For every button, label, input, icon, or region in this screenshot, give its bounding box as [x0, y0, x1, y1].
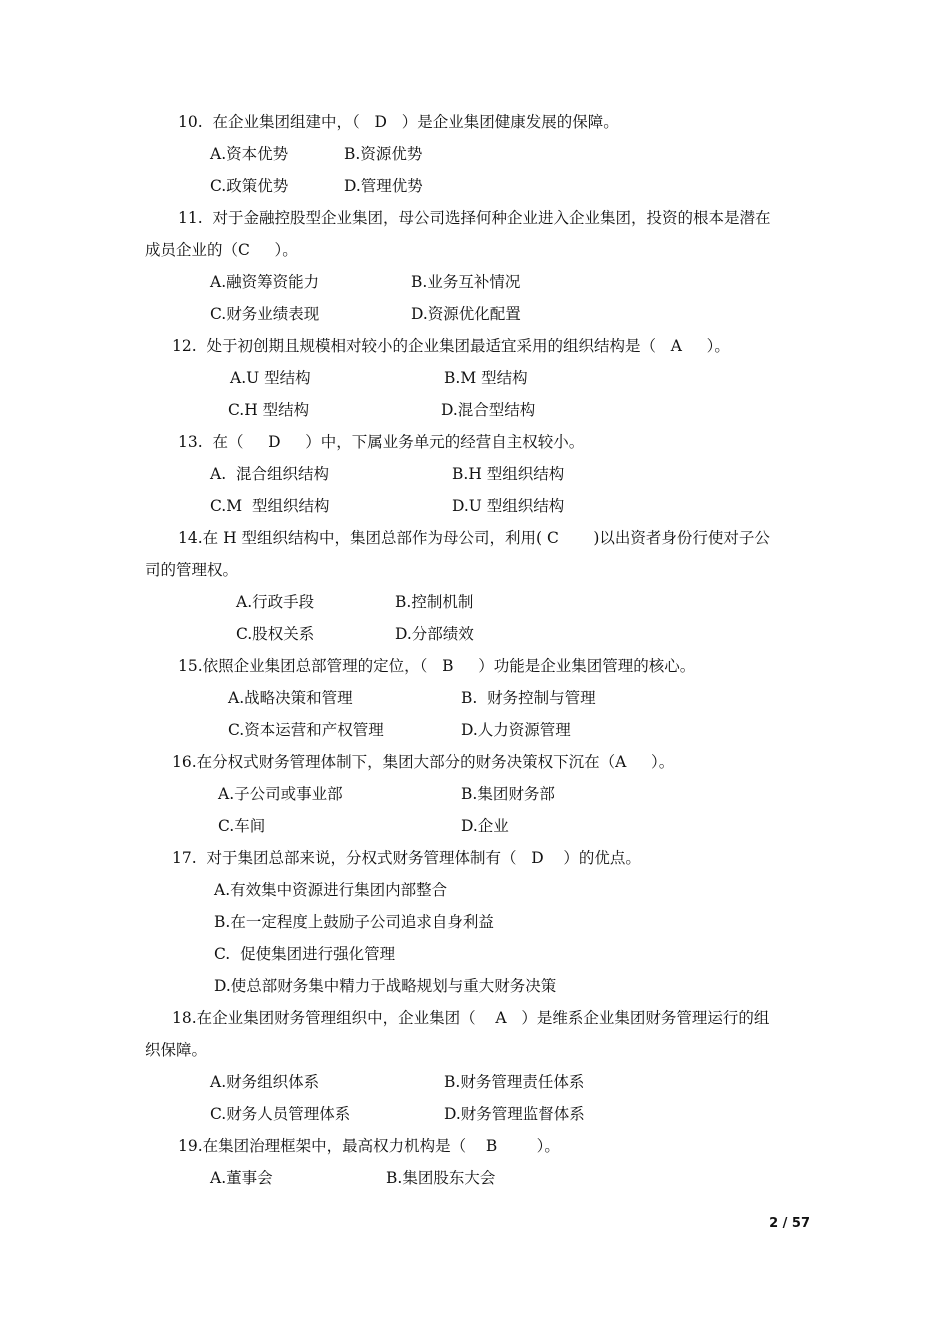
question-18-stem: 18.在企业集团财务管理组织中，企业集团（ A ）是维系企业集团财务管理运行的组 [172, 1009, 770, 1027]
question-18-stem-cont: 织保障。 [145, 1041, 208, 1059]
q16-option-d: D.企业 [461, 817, 509, 835]
question-13-stem: 13. 在（ D ）中，下属业务单元的经营自主权较小。 [178, 433, 585, 451]
q18-option-c: C.财务人员管理体系 [210, 1105, 351, 1123]
q16-option-c: C.车间 [218, 817, 266, 835]
question-17-stem: 17. 对于集团总部来说，分权式财务管理体制有（ D ）的优点。 [172, 849, 641, 867]
q10-option-a: A.资本优势 [210, 145, 289, 163]
q10-option-d: D.管理优势 [344, 177, 423, 195]
q15-option-b: B. 财务控制与管理 [461, 689, 596, 707]
q18-option-b: B.财务管理责任体系 [444, 1073, 585, 1091]
q13-option-b: B.H 型组织结构 [452, 465, 565, 483]
q17-option-c: C. 促使集团进行强化管理 [214, 945, 396, 963]
q16-option-a: A.子公司或事业部 [218, 785, 343, 803]
q16-option-b: B.集团财务部 [461, 785, 555, 803]
q15-option-a: A.战略决策和管理 [228, 689, 353, 707]
q13-option-c: C.M 型组织结构 [210, 497, 330, 515]
q18-option-a: A.财务组织体系 [210, 1073, 320, 1091]
q19-option-b: B.集团股东大会 [386, 1169, 496, 1187]
q11-option-a: A.融资筹资能力 [210, 273, 320, 291]
question-11-stem-cont: 成员企业的（C ）。 [145, 241, 298, 259]
q14-option-c: C.股权关系 [236, 625, 315, 643]
question-12-stem: 12. 处于初创期且规模相对较小的企业集团最适宜采用的组织结构是（ A ）。 [172, 337, 730, 355]
q19-option-a: A.董事会 [210, 1169, 273, 1187]
q17-option-a: A.有效集中资源进行集团内部整合 [214, 881, 448, 899]
q11-option-c: C.财务业绩表现 [210, 305, 320, 323]
q17-option-b: B.在一定程度上鼓励子公司追求自身利益 [214, 913, 494, 931]
question-19-stem: 19.在集团治理框架中，最高权力机构是（ B ）。 [178, 1137, 560, 1155]
q10-option-c: C.政策优势 [210, 177, 289, 195]
q11-option-d: D.资源优化配置 [411, 305, 521, 323]
page-number: 2 / 57 [769, 1216, 810, 1231]
q14-option-b: B.控制机制 [395, 593, 474, 611]
q12-option-d: D.混合型结构 [441, 401, 536, 419]
q18-option-d: D.财务管理监督体系 [444, 1105, 585, 1123]
question-16-stem: 16.在分权式财务管理体制下，集团大部分的财务决策权下沉在（A ）。 [172, 753, 675, 771]
q13-option-d: D.U 型组织结构 [452, 497, 565, 515]
question-15-stem: 15.依照企业集团总部管理的定位，（ B ）功能是企业集团管理的核心。 [178, 657, 696, 675]
question-11-stem: 11. 对于金融控股型企业集团，母公司选择何种企业进入企业集团，投资的根本是潜在 [178, 209, 771, 227]
q14-option-a: A.行政手段 [236, 593, 315, 611]
q12-option-c: C.H 型结构 [228, 401, 310, 419]
question-14-stem: 14.在 H 型组织结构中，集团总部作为母公司，利用( C )以出资者身份行使对子公 [178, 529, 770, 547]
question-14-stem-cont: 司的管理权。 [145, 561, 239, 579]
question-10-stem: 10. 在企业集团组建中，（ D ）是企业集团健康发展的保障。 [178, 113, 619, 131]
q15-option-d: D.人力资源管理 [461, 721, 571, 739]
q11-option-b: B.业务互补情况 [411, 273, 521, 291]
q12-option-a: A.U 型结构 [230, 369, 311, 387]
q12-option-b: B.M 型结构 [444, 369, 528, 387]
q15-option-c: C.资本运营和产权管理 [228, 721, 384, 739]
q10-option-b: B.资源优势 [344, 145, 423, 163]
q17-option-d: D.使总部财务集中精力于战略规划与重大财务决策 [214, 977, 557, 995]
q14-option-d: D.分部绩效 [395, 625, 474, 643]
q13-option-a: A. 混合组织结构 [210, 465, 329, 483]
